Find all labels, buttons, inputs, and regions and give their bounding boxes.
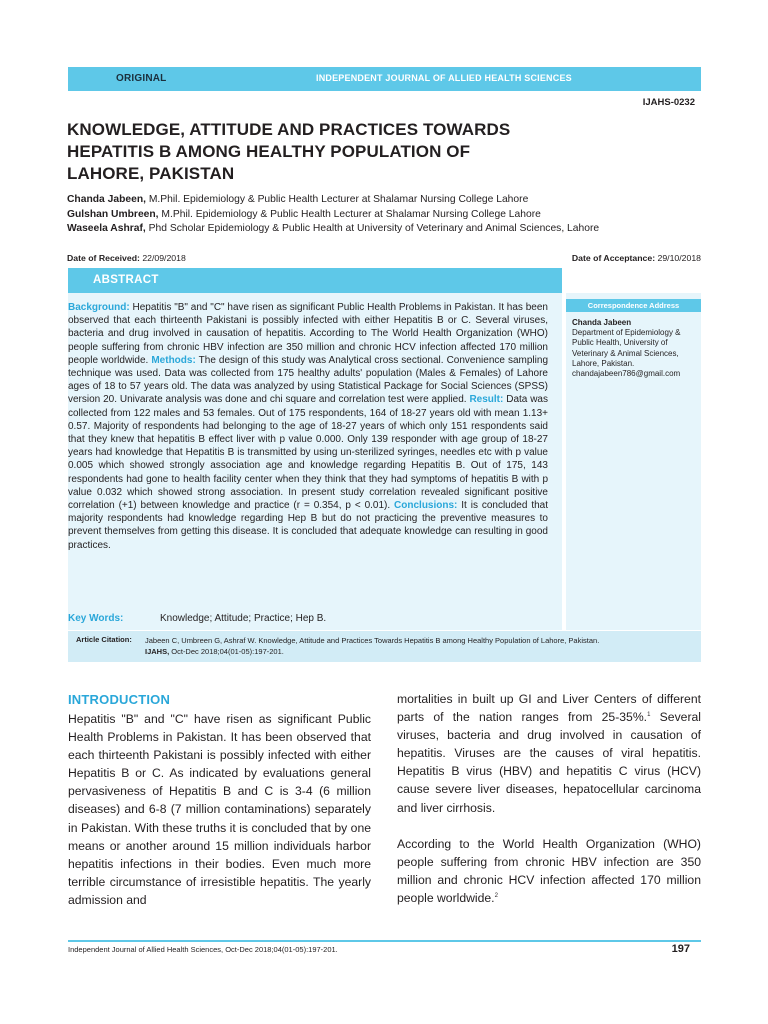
correspondence-line: Veterinary & Animal Sciences,: [572, 348, 679, 358]
author-entry: [67, 208, 707, 223]
methods-text: The design of this study was Analytical cross sectional. Convenience sampling technique was used. Data was collected from 175 healthy adults' population (Males & Females) of Lahore ages of 18 to 57 years old. The data was analyzed by using Statistical Package for Social Sciences (SPSS) version 20. Univarate analysis was done and chi square and correlation test were applied.: [68, 354, 549, 406]
methods-label: Methods:: [151, 354, 196, 366]
correspondence-body: [572, 318, 700, 379]
keywords-value: Knowledge; Attitude; Practice; Hep B.: [160, 613, 327, 624]
citation-details: Oct-Dec 2018;04(01-05):197-201.: [169, 647, 284, 656]
paragraph: [397, 690, 701, 817]
background-label: Background:: [68, 302, 130, 313]
correspondence-heading: Correspondence Address: [566, 299, 701, 312]
reference-marker[interactable]: 2: [494, 892, 498, 899]
accepted-date: [572, 253, 701, 263]
author-affiliation: M.Phil. Epidemiology & Public Health Lecturer at Shalamar Nursing College Lahore: [145, 194, 529, 205]
author-entry: [67, 222, 707, 237]
introduction-column-1: Hepatitis "B" and "C" have risen as significant Public Health Problems in Pakistan. It has been observed that each thirteenth Pakistani is possibly infected with either Hepatitis B or C. As indicated by evaluations general pervasiveness of Hepatitis B and C is 3-4 (6 million diseases) and 6-8 (7 million contaminations) separately in Pakistan. With these truths it is concluded that by one means or another around 15 million individuals harbor hepatitis infections in their bodies. Even much more terrible circumstance of irresistible hepatitis. The yearly admission and: [68, 712, 371, 907]
correspondence-line: Public Health, University of: [572, 338, 668, 348]
footer-divider: [68, 940, 701, 942]
citation-label: Article Citation:: [76, 635, 132, 644]
paragraph: [397, 835, 701, 907]
abstract-body: [68, 301, 548, 552]
background-text: Hepatitis "B" and "C" have risen as significant Public Health Problems in Pakistan. It has been observed that each thirteenth Pakistani is possibly infected with either Hepatitis B or C. Several viruses, bacteria and drug involved in causation of hepatitis. According to The World Health Organization (WHO) people suffering from chronic HBV infection are 350 million and chronic HCV infection affected 170 million people worldwide.: [68, 302, 548, 366]
journal-name: INDEPENDENT JOURNAL OF ALLIED HEALTH SCIENCES: [316, 73, 572, 83]
citation-reference: Jabeen C, Umbreen G, Ashraf W. Knowledge, Attitude and Practices Towards Hepatitis B among Healthy Population of Lahore, Pakistan.: [145, 636, 600, 645]
abstract-heading: ABSTRACT: [93, 274, 159, 286]
paragraph-text: mortalities in built up GI and Liver Centers of different parts of the nation ranges from 25-35%.: [397, 692, 701, 725]
introduction-heading: INTRODUCTION: [68, 692, 171, 707]
paragraph-text: According to the World Health Organization (WHO) people suffering from chronic HBV infection are 350 million and chronic HCV infection affected 170 million people worldwide.: [397, 836, 701, 905]
page-number: 197: [671, 943, 690, 955]
author-affiliation: Phd Scholar Epidemiology & Public Health at University of Veterinary and Animal Sciences, Lahore: [145, 223, 600, 234]
article-type-label: ORIGINAL: [116, 73, 167, 84]
result-text: Data was collected from 122 males and 53 females. Out of 175 respondents, 164 of 18-27 years old with mean 1.13+ 0.57. Majority of respondents had belonging to the age of 18-27 years of which only 151 respondents said that they knew that hepatitis B effect liver with p value 0.000. Only 139 responder with age group of 18-27 years had knowledge that Hepatitis B is transmitted by using un-sterilized syringes, needles etc with p value 0.005 which showed strongly association age and knowledge regarding Hepatitis B. Out of 175, 143 respondents had gone to health facility center when they think that they had symptoms of hepatitis B with p value 0.032 which showed strong association. In present study correlation revealed significant positive correlation (+1) between knowledge and practice (r = 0.354, p < 0.01).: [68, 394, 548, 512]
citation-text: [145, 635, 695, 657]
author-name: Gulshan Umbreen,: [67, 208, 159, 220]
author-list: [67, 193, 707, 237]
correspondence-line: Department of Epidemiology &: [572, 328, 681, 338]
author-name: Chanda Jabeen,: [67, 194, 146, 205]
author-name: Waseela Ashraf,: [67, 223, 146, 234]
received-date-value: 22/09/2018: [139, 253, 186, 263]
author-affiliation: M.Phil. Epidemiology & Public Health Lecturer at Shalamar Nursing College Lahore: [158, 208, 541, 220]
reference-marker[interactable]: 1: [647, 712, 651, 719]
citation-journal: IJAHS,: [145, 647, 170, 656]
keywords-label: Key Words:: [68, 613, 124, 624]
accepted-date-value: 29/10/2018: [655, 253, 701, 263]
article-title: KNOWLEDGE, ATTITUDE AND PRACTICES TOWARDS HEPATITIS B AMONG HEALTHY POPULATION OF LAHORE, PAKISTAN: [67, 120, 511, 183]
received-date-label: Date of Received:: [67, 253, 140, 263]
accepted-date-label: Date of Acceptance:: [571, 253, 656, 263]
conclusions-text: It is concluded that majority respondents had knowledge regarding Hep B but do not practicing the preventive measures to prevent themselves from getting this disease. It is concluded that adequate knowledge can resulting in good practices.: [68, 500, 549, 551]
article-id: IJAHS-0232: [642, 97, 695, 108]
correspondence-email[interactable]: chandajabeen786@gmail.com: [572, 369, 681, 379]
introduction-column-2: [397, 690, 701, 907]
received-date: [67, 253, 186, 263]
conclusions-label: Conclusions:: [394, 500, 458, 512]
paragraph-text: Several viruses, bacteria and drug involved in causation of hepatitis. Viruses are the causes of viral hepatitis. Hepatitis B virus (HBV) and hepatitis C virus (HCV) cause severe liver diseases, hepatocellular carcinoma and liver cirrhosis.: [397, 710, 701, 815]
footer-citation: Independent Journal of Allied Health Sciences, Oct-Dec 2018;04(01-05):197-201.: [68, 945, 338, 954]
result-label: Result:: [469, 394, 504, 406]
author-entry: [67, 193, 707, 208]
journal-header-bar: [68, 67, 701, 91]
correspondence-name: Chanda Jabeen: [572, 318, 632, 327]
correspondence-line: Lahore, Pakistan.: [572, 358, 635, 368]
abstract-heading-bar: [68, 268, 562, 293]
